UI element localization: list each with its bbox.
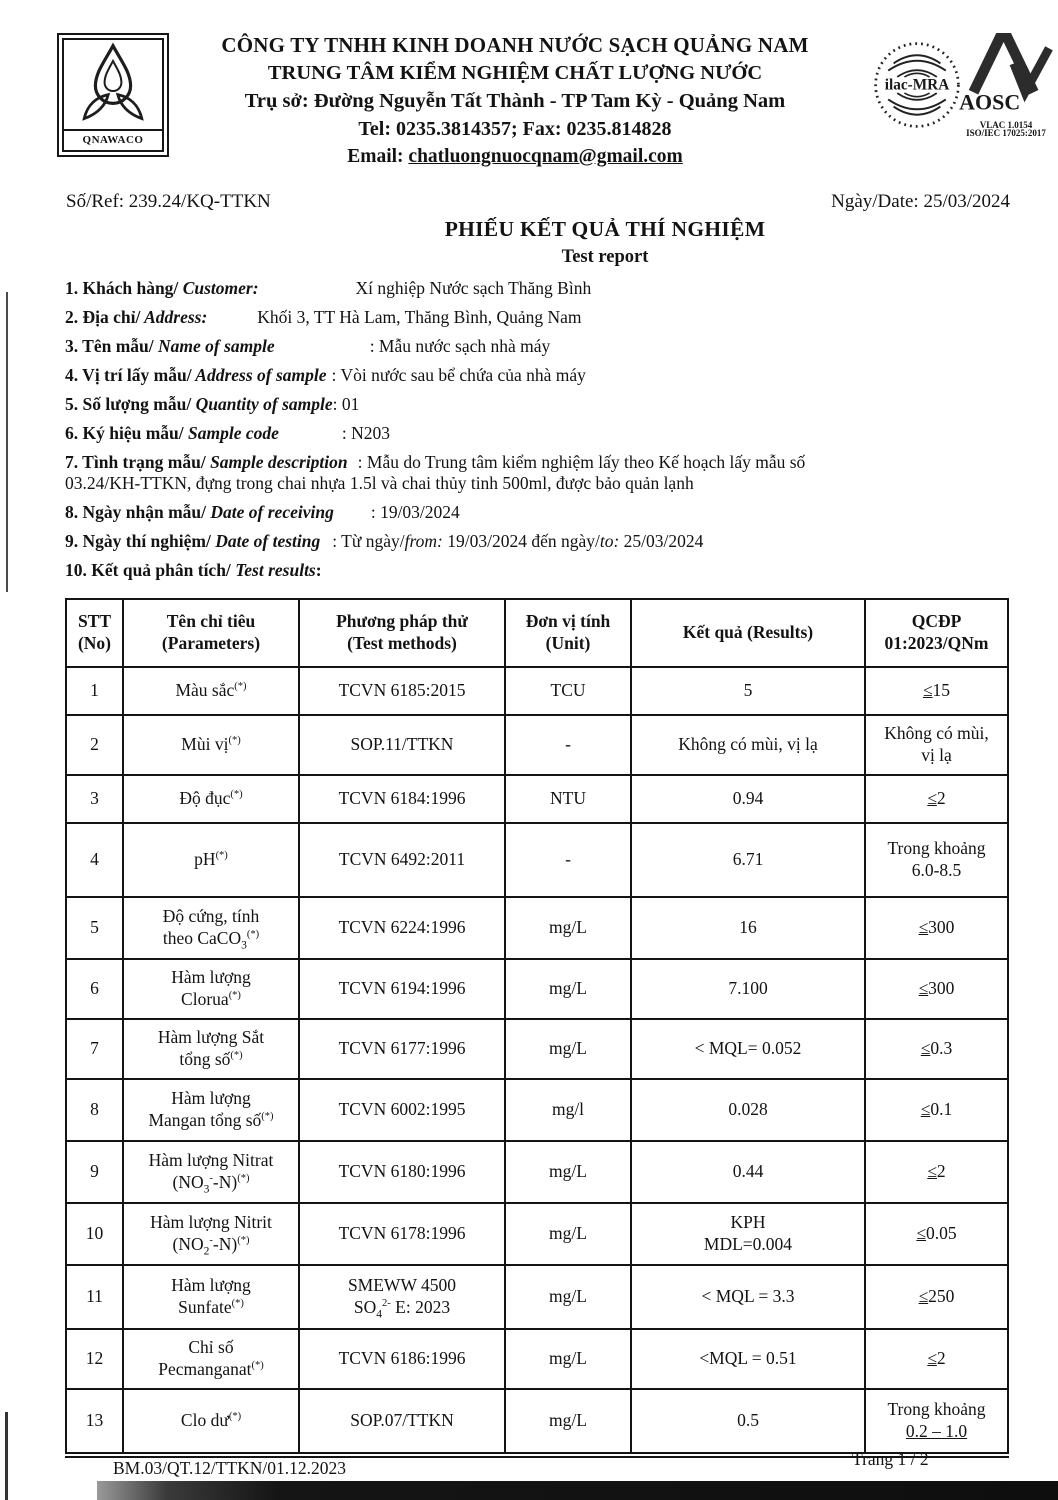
info-label: 4. Vị trí lấy mẫu/ [65, 365, 192, 385]
limit-operator: ≤ [927, 1161, 937, 1182]
cell-limit [865, 1329, 1008, 1389]
header-parameter [123, 599, 299, 667]
header-method [299, 599, 505, 667]
cell-method: TCVN 6492:2011 [299, 823, 505, 897]
text-line: Hàm lượng [171, 1275, 251, 1296]
footnote-marker: (*) [237, 1173, 250, 1185]
limit-value: 2 [936, 1348, 946, 1369]
cell-parameter [123, 897, 299, 959]
water-drop-hands-icon [73, 41, 153, 125]
info-value: : Mẫu nước sạch nhà máy [369, 336, 551, 356]
qnawaco-logo-text: QNAWACO [64, 129, 162, 150]
text-line: (NO [172, 1172, 204, 1192]
cell-unit: - [505, 823, 631, 897]
cell-limit [865, 775, 1008, 823]
table-row [66, 1203, 1008, 1265]
footnote-marker: (*) [246, 929, 260, 941]
cell-result: 7.100 [631, 959, 865, 1019]
text-line: Độ cứng, tính [162, 906, 260, 927]
limit-operator: ≤ [920, 1038, 931, 1059]
info-value-line2: 03.24/KH-TTKN, đựng trong chai nhựa 1.5l và chai thủy tinh 500ml, được bảo quản lạnh [65, 473, 694, 493]
cell-unit: mg/L [505, 1203, 631, 1265]
cell-limit [865, 1079, 1008, 1141]
cell-limit [865, 823, 1008, 897]
ilac-mra-icon [872, 40, 962, 130]
cell-limit [865, 667, 1008, 715]
text-line: 0.2 – 1.0 [905, 1421, 968, 1441]
info-label: 9. Ngày thí nghiệm/ [65, 531, 211, 551]
cell-limit [865, 1265, 1008, 1329]
cell-unit: mg/L [505, 1329, 631, 1389]
info-item-quantity [65, 394, 1013, 415]
cell-unit: mg/L [505, 1141, 631, 1203]
report-title-en: Test report [561, 247, 649, 267]
info-item-sample-description [65, 452, 1013, 494]
cell-method: TCVN 6194:1996 [299, 959, 505, 1019]
tel-fax-line: Tel: 0235.3814357; Fax: 0235.814828 [358, 118, 672, 140]
info-item-address [65, 307, 1013, 328]
info-label-en: Quantity of sample [191, 394, 333, 414]
cell-result: < MQL= 0.052 [631, 1019, 865, 1079]
subscript: 3 [241, 939, 247, 952]
cell-result: 0.028 [631, 1079, 865, 1141]
footnote-marker: (*) [231, 1298, 244, 1310]
text-line: vị lạ [921, 745, 952, 765]
cell-result: 0.44 [631, 1141, 865, 1203]
info-item-sample-location [65, 365, 1013, 386]
email-label: Email: [347, 146, 404, 167]
ref-date-row [66, 191, 1010, 213]
aosc-mountain-check-icon [958, 33, 1054, 119]
text-line: Sunfate [178, 1297, 232, 1317]
cell-limit [865, 897, 1008, 959]
subscript: 3 [203, 1183, 210, 1196]
text-line: 01:2023/QNm [884, 633, 989, 653]
table-row [66, 1141, 1008, 1203]
info-item-sample-code [65, 423, 1013, 444]
ilac-mra-text: ilac-MRA [884, 76, 950, 94]
cell-no: 8 [66, 1079, 123, 1141]
text-line: Không có mùi, [884, 723, 989, 744]
superscript: - [209, 1173, 213, 1185]
header-unit [505, 599, 631, 667]
text-line: Phương pháp thử [336, 611, 468, 632]
letterhead [185, 32, 845, 170]
footnote-marker: (*) [261, 1111, 274, 1123]
cell-method: TCVN 6184:1996 [299, 775, 505, 823]
text-line: SO [353, 1297, 377, 1317]
text-line: (Parameters) [161, 633, 261, 653]
info-value: Khối 3, TT Hà Lam, Thăng Bình, Quảng Nam [257, 307, 582, 327]
parameter-name: Clo dư [180, 1410, 229, 1431]
cell-unit: - [505, 715, 631, 775]
cell-no: 1 [66, 667, 123, 715]
text-line: Kết quả (Results) [682, 622, 814, 643]
cell-no: 4 [66, 823, 123, 897]
cell-limit [865, 715, 1008, 775]
cell-result: 0.94 [631, 775, 865, 823]
cell-limit [865, 959, 1008, 1019]
text-line: Mangan tổng số [148, 1110, 262, 1130]
text-line: Trong khoảng [887, 838, 986, 859]
info-label: 3. Tên mẫu/ [65, 336, 154, 356]
superscript: - [209, 1235, 213, 1247]
text-line: -N) [212, 1234, 238, 1254]
text-line: theo CaCO [162, 928, 242, 948]
limit-operator: ≤ [916, 1223, 926, 1244]
cell-result [631, 1203, 865, 1265]
footnote-marker: (*) [230, 789, 243, 801]
text-line: QCĐP [911, 611, 962, 632]
cell-parameter [123, 715, 299, 775]
limit-operator: ≤ [918, 978, 929, 999]
info-value: Xí nghiệp Nước sạch Thăng Bình [355, 278, 592, 298]
cell-unit: mg/L [505, 1265, 631, 1329]
cell-result: 6.71 [631, 823, 865, 897]
aosc-vlac-text: VLAC 1.0154 [979, 120, 1033, 130]
cell-unit: mg/l [505, 1079, 631, 1141]
cell-no: 9 [66, 1141, 123, 1203]
limit-operator: ≤ [920, 1099, 931, 1120]
qnawaco-logo-frame [62, 38, 164, 152]
info-label-en: Sample description [205, 452, 348, 472]
cell-result: 16 [631, 897, 865, 959]
text-line: E: 2023 [390, 1297, 451, 1317]
cell-no: 7 [66, 1019, 123, 1079]
cell-result: Không có mùi, vị lạ [631, 715, 865, 775]
sample-info-list [65, 278, 1013, 589]
info-label: 5. Số lượng mẫu/ [65, 394, 192, 414]
text-line: Hàm lượng [171, 967, 251, 988]
scan-artifact-left-edge [6, 292, 8, 592]
info-label: 7. Tình trạng mẫu/ [65, 452, 206, 472]
info-label-en: Date of receiving [206, 502, 334, 522]
cell-limit [865, 1019, 1008, 1079]
table-row [66, 715, 1008, 775]
footnote-marker: (*) [228, 735, 241, 747]
report-date: Ngày/Date: 25/03/2024 [831, 191, 1010, 212]
table-row [66, 1265, 1008, 1329]
text-line: SMEWW 4500 [347, 1275, 457, 1296]
cell-parameter [123, 1265, 299, 1329]
info-label-en: Sample code [183, 423, 279, 443]
cell-method: TCVN 6178:1996 [299, 1203, 505, 1265]
info-label-en: Customer: [178, 278, 259, 298]
text-line: Hàm lượng Sắt [157, 1027, 265, 1048]
info-label-en: Date of testing [210, 531, 321, 551]
table-row [66, 775, 1008, 823]
company-name: CÔNG TY TNHH KINH DOANH NƯỚC SẠCH QUẢNG NAM [221, 33, 809, 57]
limit-value: 2 [936, 788, 946, 809]
info-label: 6. Ký hiệu mẫu/ [65, 423, 184, 443]
info-label-en: Name of sample [153, 336, 275, 356]
cell-method: SOP.11/TTKN [299, 715, 505, 775]
text-line: Đơn vị tính [525, 611, 611, 632]
parameter-name: Độ đục [179, 788, 231, 809]
email-line [185, 143, 845, 170]
subscript: 4 [376, 1308, 383, 1321]
limit-value: 15 [932, 680, 951, 701]
cell-parameter [123, 1389, 299, 1455]
footnote-marker: (*) [251, 1360, 264, 1372]
text-line: MDL=0.004 [703, 1234, 793, 1254]
text-line: tổng số [179, 1049, 231, 1069]
cell-method: TCVN 6180:1996 [299, 1141, 505, 1203]
limit-value: 0.05 [925, 1223, 957, 1244]
cell-no: 13 [66, 1389, 123, 1455]
cell-result: <MQL = 0.51 [631, 1329, 865, 1389]
cell-unit: mg/L [505, 1389, 631, 1455]
info-label: 8. Ngày nhận mẫu/ [65, 502, 207, 522]
cell-no: 6 [66, 959, 123, 1019]
header-no [66, 599, 123, 667]
info-value: : Mẫu do Trung tâm kiểm nghiệm lấy theo Kế hoạch lấy mẫu số [357, 452, 806, 472]
info-label-en: Address: [140, 307, 208, 327]
text-line: (Unit) [545, 633, 591, 653]
form-code: BM.03/QT.12/TTKN/01.12.2023 [113, 1458, 347, 1478]
info-label: 2. Địa chỉ/ [65, 307, 141, 327]
cell-parameter [123, 959, 299, 1019]
info-label-en: Address of sample [191, 365, 327, 385]
footnote-marker: (*) [237, 1235, 250, 1247]
cell-parameter [123, 775, 299, 823]
cell-parameter [123, 823, 299, 897]
limit-value: 0.3 [930, 1038, 953, 1059]
footnote-marker: (*) [230, 1050, 243, 1062]
ref-number: Số/Ref: 239.24/KQ-TTKN [66, 191, 271, 212]
limit-value: 300 [928, 978, 955, 999]
table-row [66, 959, 1008, 1019]
cell-method: TCVN 6177:1996 [299, 1019, 505, 1079]
text-line: Hàm lượng Nitrit [150, 1212, 272, 1233]
limit-operator: ≤ [927, 1348, 937, 1369]
cell-parameter [123, 1079, 299, 1141]
info-label-en: Test results [230, 560, 316, 580]
cell-limit [865, 1389, 1008, 1455]
qnawaco-logo [57, 33, 169, 157]
report-title-vi: PHIẾU KẾT QUẢ THÍ NGHIỆM [444, 217, 766, 241]
limit-operator: ≤ [918, 1286, 929, 1307]
footnote-marker: (*) [228, 990, 241, 1002]
info-item-sample-name [65, 336, 1013, 357]
text-line: STT [77, 611, 112, 632]
info-label: 1. Khách hàng/ [65, 278, 179, 298]
limit-operator: ≤ [927, 788, 937, 809]
cell-no: 2 [66, 715, 123, 775]
info-value: : N203 [341, 423, 391, 443]
cell-result: 5 [631, 667, 865, 715]
scan-artifact-bar [97, 1481, 1058, 1500]
results-table [65, 598, 1009, 1458]
parameter-name: pH [194, 849, 216, 870]
parameter-name: Mùi vị [181, 734, 229, 755]
table-row [66, 1389, 1008, 1455]
text-line: 6.0-8.5 [911, 860, 962, 880]
limit-value: 300 [928, 917, 955, 938]
header-limit [865, 599, 1008, 667]
cell-unit: NTU [505, 775, 631, 823]
cell-method: TCVN 6186:1996 [299, 1329, 505, 1389]
text-line: Tên chỉ tiêu [166, 611, 256, 632]
cell-method: TCVN 6224:1996 [299, 897, 505, 959]
text-line: Hàm lượng [171, 1088, 251, 1109]
cell-no: 11 [66, 1265, 123, 1329]
scan-artifact-left-edge [5, 1412, 8, 1500]
ilac-mra-logo [872, 40, 962, 130]
table-row [66, 823, 1008, 897]
cell-limit [865, 1203, 1008, 1265]
limit-value: 2 [936, 1161, 946, 1182]
cell-method: TCVN 6185:2015 [299, 667, 505, 715]
page-number: Trang 1 / 2 [852, 1449, 929, 1469]
text-line: (No) [77, 633, 112, 653]
cell-parameter [123, 1203, 299, 1265]
info-value: : 01 [332, 394, 360, 414]
cell-parameter [123, 1019, 299, 1079]
cell-parameter [123, 667, 299, 715]
info-item-test-results [65, 560, 1013, 581]
cell-unit: TCU [505, 667, 631, 715]
subscript: 2 [203, 1245, 210, 1258]
cell-parameter [123, 1141, 299, 1203]
cell-unit: mg/L [505, 897, 631, 959]
info-label-colon: : [315, 560, 322, 580]
cell-no: 3 [66, 775, 123, 823]
center-name: TRUNG TÂM KIỂM NGHIỆM CHẤT LƯỢNG NƯỚC [267, 62, 763, 84]
info-value: : Từ ngày/ [332, 531, 405, 551]
table-row [66, 1329, 1008, 1389]
cell-method: TCVN 6002:1995 [299, 1079, 505, 1141]
cell-method [299, 1265, 505, 1329]
text-line: Pecmanganat [158, 1359, 252, 1379]
table-row [66, 897, 1008, 959]
text-line: -N) [212, 1172, 238, 1192]
footnote-marker: (*) [234, 681, 247, 693]
aosc-iso-text: ISO/IEC 17025:2017 [966, 127, 1046, 138]
superscript: 2- [382, 1298, 391, 1310]
aosc-logo [958, 33, 1054, 139]
email-link[interactable]: chatluongnuocqnam@gmail.com [408, 146, 683, 167]
limit-operator: ≤ [918, 917, 929, 938]
text-line: (NO [172, 1234, 204, 1254]
cell-unit: mg/L [505, 1019, 631, 1079]
text-line: Chỉ số [188, 1337, 234, 1358]
cell-result: < MQL = 3.3 [631, 1265, 865, 1329]
cell-parameter [123, 1329, 299, 1389]
cell-result: 0.5 [631, 1389, 865, 1455]
limit-value: 0.1 [930, 1099, 953, 1120]
limit-value: 250 [928, 1286, 955, 1307]
cell-unit: mg/L [505, 959, 631, 1019]
info-item-customer [65, 278, 1013, 299]
info-value: 19/03/2024 đến ngày/ [442, 531, 600, 551]
info-value: 25/03/2024 [619, 531, 704, 551]
table-row [66, 667, 1008, 715]
header-result [631, 599, 865, 667]
table-header-row [66, 599, 1008, 667]
text-line: (Test methods) [347, 633, 457, 653]
text-line: Clorua [181, 989, 229, 1009]
cell-limit [865, 1141, 1008, 1203]
info-label: 10. Kết quả phân tích/ [65, 560, 231, 580]
address-line: Trụ sở: Đường Nguyễn Tất Thành - TP Tam Kỳ - Quảng Nam [244, 90, 786, 112]
text-line: Trong khoảng [887, 1399, 986, 1420]
info-item-date-testing [65, 531, 1013, 552]
info-value: : Vòi nước sau bể chứa của nhà máy [331, 365, 586, 385]
parameter-name: Màu sắc [175, 680, 235, 701]
text-line: KPH [730, 1212, 766, 1233]
footnote-marker: (*) [228, 1411, 242, 1423]
cell-method: SOP.07/TTKN [299, 1389, 505, 1455]
info-value-to: to: [599, 531, 620, 551]
table-row [66, 1019, 1008, 1079]
cell-no: 10 [66, 1203, 123, 1265]
cell-no: 5 [66, 897, 123, 959]
table-row [66, 1079, 1008, 1141]
footnote-marker: (*) [215, 850, 228, 862]
aosc-text: AOSC [959, 89, 1021, 115]
limit-operator: ≤ [922, 680, 933, 701]
info-value-from: from: [404, 531, 443, 551]
text-line: Hàm lượng Nitrat [148, 1150, 274, 1171]
info-value: : 19/03/2024 [370, 502, 460, 522]
cell-no: 12 [66, 1329, 123, 1389]
info-item-date-receiving [65, 502, 1013, 523]
